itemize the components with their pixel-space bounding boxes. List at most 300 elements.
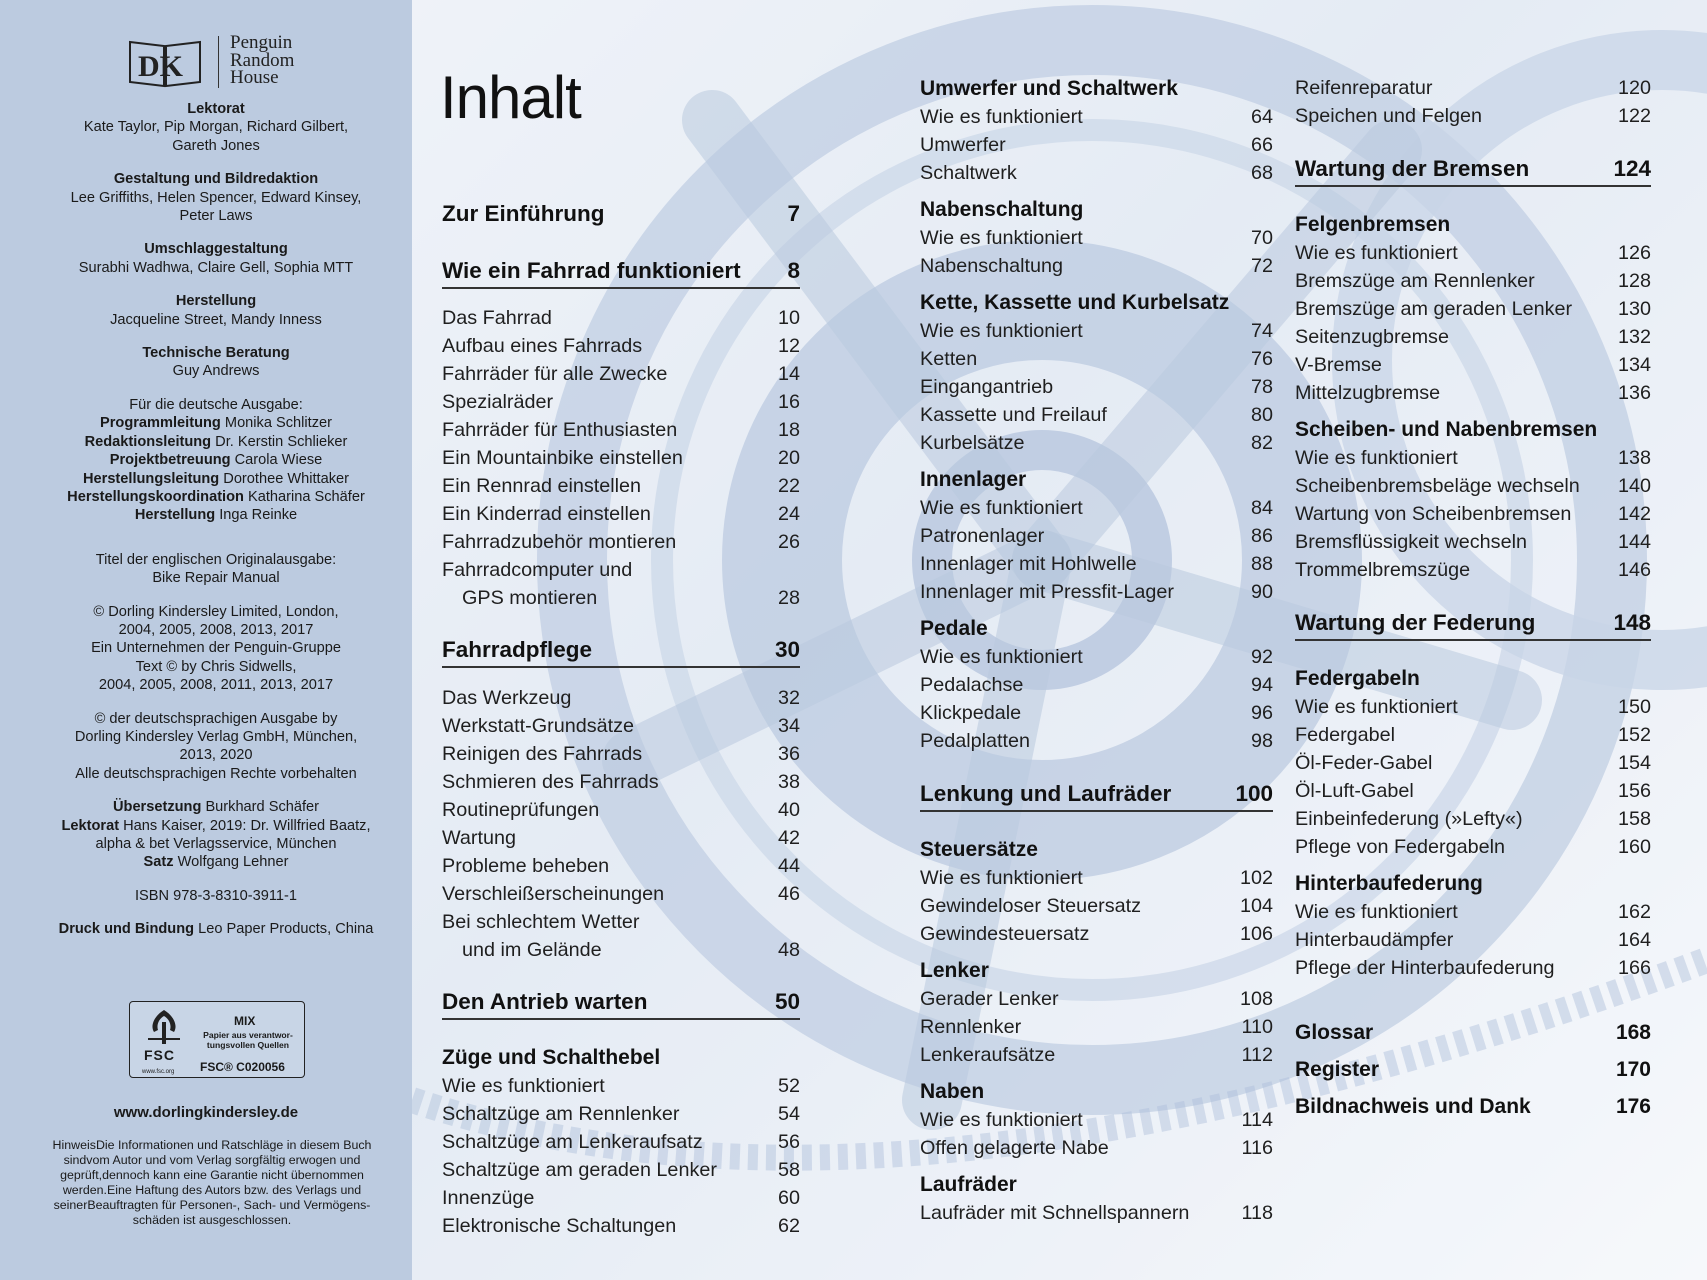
toc-page-number: 72 <box>1250 255 1273 277</box>
toc-entry-title: Wie es funktioniert <box>920 320 1083 342</box>
german-credit-line: Projektbetreuung Carola Wiese <box>109 452 323 469</box>
toc-entry-title: Wie es funktioniert <box>920 106 1083 128</box>
fsc-tree-icon <box>144 1008 184 1046</box>
toc-chapter[interactable] <box>920 781 1273 807</box>
original-title: Titel der englischen Originalausgabe: Bike Repair Manual <box>95 551 337 587</box>
toc-page-number: 114 <box>1241 1109 1273 1131</box>
toc-entry[interactable] <box>1295 75 1651 101</box>
toc-entry-title: Wie es funktioniert <box>920 867 1083 889</box>
chapter-rule <box>1295 639 1651 641</box>
toc-entry-title: Gerader Lenker <box>920 988 1059 1010</box>
toc-page-number: 144 <box>1617 531 1651 553</box>
credit-block: Herstellung Jacqueline Street, Mandy Inness <box>110 293 322 328</box>
toc-entry-title: Ein Rennrad einstellen <box>442 475 642 497</box>
toc-page-number: 68 <box>1250 162 1273 184</box>
toc-entry-title: Federgabel <box>1295 724 1396 746</box>
toc-entry[interactable] <box>1295 750 1651 776</box>
toc-page-number: 84 <box>1250 497 1273 519</box>
toc-entry-title: Schaltwerk <box>920 162 1017 184</box>
toc-entry[interactable] <box>920 551 1273 577</box>
toc-entry-title: Felgenbremsen <box>1295 213 1451 236</box>
toc-entry[interactable] <box>920 672 1273 698</box>
toc-entry[interactable] <box>1295 806 1651 832</box>
toc-page-number: 136 <box>1617 382 1651 404</box>
toc-entry-title: Wartung <box>442 827 517 849</box>
toc-entry-title: Nabenschaltung <box>920 198 1084 221</box>
toc-entry[interactable] <box>442 769 800 795</box>
toc-entry-title: Öl-Feder-Gabel <box>1295 752 1433 774</box>
toc-chapter[interactable] <box>1295 156 1651 182</box>
toc-page-number: 108 <box>1239 988 1273 1010</box>
toc-entry-title: Werkstatt-Grundsätze <box>442 715 635 737</box>
toc-entry[interactable] <box>442 557 800 583</box>
toc-entry-title: Pedalplatten <box>920 730 1030 752</box>
toc-chapter[interactable] <box>1295 610 1651 636</box>
toc-entry-title: Fahrradzubehör montieren <box>442 531 677 553</box>
toc-page-number: 24 <box>777 503 800 525</box>
toc-entry-title: Schaltzüge am Lenkeraufsatz <box>442 1131 703 1153</box>
penguin-random-house-wordmark: Penguin Random House <box>230 32 295 88</box>
imprint-sidebar <box>0 0 412 1280</box>
toc-entry-title: Fahrräder für Enthusiasten <box>442 419 678 441</box>
toc-entry-title: Wie es funktioniert <box>920 497 1083 519</box>
toc-section-heading[interactable] <box>920 290 1273 316</box>
toc-page-number: 102 <box>1239 867 1273 889</box>
toc-entry[interactable] <box>1295 529 1651 555</box>
toc-page-number: 160 <box>1617 836 1651 858</box>
credit-block: Umschlaggestaltung Surabhi Wadhwa, Claire Gell, Sophia MTT <box>78 241 354 276</box>
toc-entry[interactable] <box>442 1213 800 1239</box>
toc-entry-title: Schmieren des Fahrrads <box>442 771 659 793</box>
toc-entry[interactable] <box>1295 927 1651 953</box>
toc-entry-title: Wie es funktioniert <box>1295 696 1458 718</box>
toc-page-number: 156 <box>1617 780 1651 802</box>
toc-entry-title: Aufbau eines Fahrrads <box>442 335 643 357</box>
toc-entry-title: Reifenreparatur <box>1295 77 1433 99</box>
toc-entry-title: Wie es funktioniert <box>920 646 1083 668</box>
german-credit-line: Herstellungskoordination Katharina Schäfer <box>67 488 365 505</box>
toc-entry[interactable] <box>920 318 1273 344</box>
toc-page-number: 80 <box>1250 404 1273 426</box>
toc-entry[interactable] <box>1295 380 1651 406</box>
toc-page-number: 64 <box>1250 106 1273 128</box>
toc-page-number: 122 <box>1617 105 1651 127</box>
toc-entry-title: Umwerfer und Schaltwerk <box>920 77 1178 100</box>
toc-page-number: 36 <box>777 743 800 765</box>
toc-entry-title: Nabenschaltung <box>920 255 1063 277</box>
toc-entry-title: Das Werkzeug <box>442 687 572 709</box>
print-credits: Druck und Bindung Leo Paper Products, China <box>58 921 374 938</box>
toc-page-number: 92 <box>1250 646 1273 668</box>
toc-page-number: 76 <box>1250 348 1273 370</box>
logo-divider <box>218 36 219 88</box>
toc-entry[interactable] <box>442 853 800 879</box>
toc-page-number: 126 <box>1617 242 1651 264</box>
toc-entry[interactable] <box>442 305 800 331</box>
toc-entry[interactable] <box>442 1185 800 1211</box>
toc-page-number: 30 <box>774 637 800 662</box>
toc-entry[interactable] <box>920 1200 1273 1226</box>
toc-section-heading[interactable] <box>1295 666 1651 692</box>
toc-entry-title: Naben <box>920 1080 985 1103</box>
toc-chapter[interactable] <box>442 989 800 1015</box>
toc-page-number: 150 <box>1617 696 1651 718</box>
toc-entry-title: Pedalachse <box>920 674 1024 696</box>
toc-chapter[interactable] <box>442 637 800 663</box>
chapter-rule <box>442 666 800 668</box>
toc-appendix[interactable] <box>1295 1057 1651 1083</box>
toc-entry[interactable] <box>920 1014 1273 1040</box>
toc-page-number: 94 <box>1250 674 1273 696</box>
german-edition-credits: Für die deutsche Ausgabe: Programmleitung Monika Schlitzer Redaktionsleitung Dr. Kerstin Schlieker Projektbetreuung Carola Wiese Herstellungsleitung Dorothee Whittaker Herstellungskoordination Katharina Schäfer Herstellung Inga Reinke <box>16 396 416 525</box>
toc-entry[interactable] <box>1295 778 1651 804</box>
toc-page-number: 98 <box>1250 730 1273 752</box>
toc-page-number: 16 <box>777 391 800 413</box>
toc-page-number: 110 <box>1241 1016 1273 1038</box>
toc-section-heading[interactable] <box>920 1079 1273 1105</box>
toc-entry-title: Wartung der Federung <box>1295 610 1536 635</box>
toc-entry-title: Glossar <box>1295 1021 1374 1044</box>
toc-entry-title: Klickpedale <box>920 702 1022 724</box>
toc-section-heading[interactable] <box>920 467 1273 493</box>
toc-entry[interactable] <box>442 501 800 527</box>
toc-section-heading[interactable] <box>442 1045 800 1071</box>
toc-entry[interactable] <box>920 865 1273 891</box>
toc-entry-title: Spezialräder <box>442 391 554 413</box>
toc-entry-title: Gewindesteuersatz <box>920 923 1090 945</box>
toc-section-heading[interactable] <box>1295 871 1651 897</box>
toc-page-number: 124 <box>1613 156 1651 181</box>
toc-entry[interactable] <box>1295 240 1651 266</box>
toc-entry[interactable] <box>1295 694 1651 720</box>
german-credit-line: Herstellung Inga Reinke <box>134 507 298 524</box>
toc-page-number: 14 <box>777 363 800 385</box>
toc-entry[interactable] <box>920 225 1273 251</box>
toc-entry-title: und im Gelände <box>462 939 602 961</box>
credit-block: Lektorat Kate Taylor, Pip Morgan, Richard Gilbert, Gareth Jones <box>83 101 349 154</box>
toc-section-heading[interactable] <box>920 958 1273 984</box>
toc-section-heading[interactable] <box>920 76 1273 102</box>
toc-section-heading[interactable] <box>920 197 1273 223</box>
toc-appendix[interactable] <box>1295 1094 1651 1120</box>
toc-entry[interactable] <box>442 333 800 359</box>
toc-page-number: 112 <box>1241 1044 1273 1066</box>
toc-entry[interactable] <box>442 909 800 935</box>
toc-page-number: 176 <box>1615 1095 1651 1118</box>
toc-entry-title: Pedale <box>920 617 988 640</box>
toc-entry-title: Fahrradcomputer und <box>442 559 633 581</box>
toc-entry[interactable] <box>920 132 1273 158</box>
toc-entry[interactable] <box>920 402 1273 428</box>
toc-entry-title: Einbeinfederung (»Lefty«) <box>1295 808 1523 830</box>
toc-entry[interactable] <box>442 1157 800 1183</box>
toc-entry[interactable] <box>1295 501 1651 527</box>
toc-entry[interactable] <box>920 253 1273 279</box>
toc-entry-title: Wie es funktioniert <box>920 227 1083 249</box>
toc-entry[interactable] <box>920 644 1273 670</box>
toc-page-number: 96 <box>1250 702 1273 724</box>
toc-page-number: 90 <box>1250 581 1273 603</box>
chapter-rule <box>442 1018 800 1020</box>
toc-entry-title: Probleme beheben <box>442 855 610 877</box>
toc-page-number: 134 <box>1617 354 1651 376</box>
toc-entry-title: Ein Mountainbike einstellen <box>442 447 683 469</box>
toc-entry[interactable] <box>920 1107 1273 1133</box>
toc-entry[interactable] <box>442 713 800 739</box>
toc-page-number: 66 <box>1250 134 1273 156</box>
toc-entry[interactable] <box>1295 352 1651 378</box>
toc-page-number: 10 <box>777 307 800 329</box>
toc-page-number: 38 <box>777 771 800 793</box>
chapter-rule <box>442 287 800 289</box>
copyright-en: © Dorling Kindersley Limited, London, 2004, 2005, 2008, 2013, 2017 Ein Unternehmen der Penguin-Gruppe Text © by Chris Sidwells, 2004, 2005, 2008, 2011, 2013, 2017 <box>91 603 341 694</box>
toc-page-number: 154 <box>1617 752 1651 774</box>
toc-section-heading[interactable] <box>920 837 1273 863</box>
toc-page-number: 28 <box>777 587 800 609</box>
toc-page-number: 54 <box>777 1103 800 1125</box>
toc-page-number: 170 <box>1615 1058 1651 1081</box>
toc-entry-title: Wartung von Scheibenbremsen <box>1295 503 1572 525</box>
toc-entry[interactable] <box>1295 324 1651 350</box>
toc-entry[interactable] <box>920 523 1273 549</box>
toc-page-number: 148 <box>1613 610 1651 635</box>
toc-entry[interactable] <box>442 585 800 611</box>
toc-entry-title: Register <box>1295 1058 1380 1081</box>
toc-entry-title: Offen gelagerte Nabe <box>920 1137 1109 1159</box>
toc-entry-title: Wie es funktioniert <box>1295 901 1458 923</box>
fsc-label: FSC www.fsc.org MIX Papier aus verantwor-tungsvollen Quellen FSC® C020056 <box>129 1001 305 1078</box>
toc-entry[interactable] <box>920 495 1273 521</box>
toc-entry[interactable] <box>442 529 800 555</box>
toc-entry-title: Wie es funktioniert <box>1295 242 1458 264</box>
toc-page-number: 142 <box>1617 503 1651 525</box>
toc-entry-title: Züge und Schalthebel <box>442 1046 661 1069</box>
page-title: Inhalt <box>440 64 581 131</box>
toc-entry-title: Reinigen des Fahrrads <box>442 743 643 765</box>
toc-entry-title: Scheiben- und Nabenbremsen <box>1295 418 1598 441</box>
toc-entry-title: Kette, Kassette und Kurbelsatz <box>920 291 1230 314</box>
toc-entry-title: Laufräder mit Schnellspannern <box>920 1202 1190 1224</box>
toc-entry[interactable] <box>920 160 1273 186</box>
german-credit-line: Herstellungsleitung Dorothee Whittaker <box>82 470 350 487</box>
toc-entry[interactable] <box>442 445 800 471</box>
toc-entry-title: Verschleißerscheinungen <box>442 883 665 905</box>
toc-entry-title: Innenlager <box>920 468 1027 491</box>
toc-entry-title: Bremsflüssigkeit wechseln <box>1295 531 1527 553</box>
toc-section-heading[interactable] <box>920 1172 1273 1198</box>
toc-page-number: 62 <box>777 1215 800 1237</box>
toc-page-number: 70 <box>1250 227 1273 249</box>
toc-entry[interactable] <box>1295 557 1651 583</box>
copyright-de: © der deutschsprachigen Ausgabe by Dorling Kindersley Verlag GmbH, München, 2013, 2020 Alle deutschsprachigen Rechte vorbehalten <box>74 710 358 782</box>
toc-page-number: 100 <box>1235 781 1273 806</box>
toc-entry-title: Zur Einführung <box>442 201 605 226</box>
toc-entry[interactable] <box>442 825 800 851</box>
credit-block: Technische Beratung Guy Andrews <box>142 345 290 380</box>
toc-appendix[interactable] <box>1295 1020 1651 1046</box>
toc-entry[interactable] <box>1295 834 1651 860</box>
toc-page-number: 166 <box>1617 957 1651 979</box>
toc-entry-title: Den Antrieb warten <box>442 989 648 1014</box>
toc-entry[interactable] <box>1295 268 1651 294</box>
toc-page-number: 26 <box>777 531 800 553</box>
toc-entry[interactable] <box>442 685 800 711</box>
toc-page-number: 74 <box>1250 320 1273 342</box>
toc-entry-title: Ketten <box>920 348 978 370</box>
toc-entry[interactable] <box>442 473 800 499</box>
toc-entry[interactable] <box>1295 955 1651 981</box>
toc-entry[interactable] <box>920 579 1273 605</box>
toc-entry-title: Hinterbaufederung <box>1295 872 1483 895</box>
toc-page-number: 20 <box>777 447 800 469</box>
toc-entry[interactable] <box>1295 899 1651 925</box>
website-link[interactable]: www.dorlingkindersley.de <box>113 1104 299 1121</box>
toc-entry-title: Gewindeloser Steuersatz <box>920 895 1142 917</box>
toc-entry[interactable] <box>920 921 1273 947</box>
toc-section-heading[interactable] <box>1295 212 1651 238</box>
toc-entry-title: Innenlager mit Pressfit-Lager <box>920 581 1174 603</box>
toc-entry[interactable] <box>1295 445 1651 471</box>
toc-entry[interactable] <box>920 986 1273 1012</box>
toc-section-heading[interactable] <box>1295 417 1651 443</box>
toc-entry-title: Speichen und Felgen <box>1295 105 1482 127</box>
toc-page-number: 50 <box>774 989 800 1014</box>
toc-page-number: 164 <box>1617 929 1651 951</box>
toc-entry-title: Lenkeraufsätze <box>920 1044 1056 1066</box>
toc-page-number: 168 <box>1615 1021 1651 1044</box>
toc-page-number: 130 <box>1617 298 1651 320</box>
toc-entry[interactable] <box>920 728 1273 754</box>
toc-entry-title: Bremszüge am Rennlenker <box>1295 270 1535 292</box>
chapter-rule <box>920 810 1273 812</box>
toc-page-number: 58 <box>777 1159 800 1181</box>
table-of-contents-page <box>412 0 1707 1280</box>
toc-entry[interactable] <box>442 361 800 387</box>
toc-entry-title: Öl-Luft-Gabel <box>1295 780 1414 802</box>
toc-entry[interactable] <box>1295 722 1651 748</box>
toc-page-number: 56 <box>777 1131 800 1153</box>
toc-page-number: 146 <box>1617 559 1651 581</box>
toc-page-number: 32 <box>777 687 800 709</box>
toc-entry[interactable] <box>920 893 1273 919</box>
translation-credits: Übersetzung Burkhard Schäfer Lektorat Hans Kaiser, 2019: Dr. Willfried Baatz, alpha & bet Verlagsservice, München Satz Wolfgang Lehner <box>61 799 371 871</box>
toc-page-number: 78 <box>1250 376 1273 398</box>
publisher-logo <box>128 34 328 90</box>
credit-block: Gestaltung und Bildredaktion Lee Griffiths, Helen Spencer, Edward Kinsey, Peter Laws <box>70 171 362 225</box>
toc-page-number: 162 <box>1617 901 1651 923</box>
toc-entry[interactable] <box>442 937 800 963</box>
toc-entry[interactable] <box>920 430 1273 456</box>
toc-page-number: 88 <box>1250 553 1273 575</box>
toc-page-number: 8 <box>787 258 800 283</box>
toc-entry-title: Elektronische Schaltungen <box>442 1215 677 1237</box>
toc-entry-title: Kurbelsätze <box>920 432 1025 454</box>
toc-entry[interactable] <box>1295 103 1651 129</box>
disclaimer-note: HinweisDie Informationen und Ratschläge in diesem Buch sindvom Autor und vom Verlag sorgfältig erwogen und geprüft,dennoch kann eine Garantie nicht übernommen werden.Eine Haftung des Autors bzw. des Verlags und seinerBeauftragten für Personen-, Sach- und Vermögens-schäden ist ausgeschlossen. <box>52 1138 372 1227</box>
toc-chapter[interactable] <box>442 201 800 227</box>
toc-entry[interactable] <box>442 389 800 415</box>
toc-entry[interactable] <box>442 881 800 907</box>
dk-book-logo-icon <box>128 38 202 88</box>
toc-section-heading[interactable] <box>920 616 1273 642</box>
toc-page-number: 128 <box>1617 270 1651 292</box>
toc-entry-title: Wie ein Fahrrad funktioniert <box>442 258 741 283</box>
toc-entry-title: Hinterbaudämpfer <box>1295 929 1454 951</box>
chapter-rule <box>1295 185 1651 187</box>
toc-entry-title: Das Fahrrad <box>442 307 552 329</box>
toc-entry[interactable] <box>442 417 800 443</box>
toc-entry[interactable] <box>920 1135 1273 1161</box>
toc-entry[interactable] <box>442 1073 800 1099</box>
toc-entry-title: Lenkung und Laufräder <box>920 781 1172 806</box>
toc-entry-title: Pflege der Hinterbaufederung <box>1295 957 1555 979</box>
toc-entry-title: Fahrradpflege <box>442 637 593 662</box>
toc-entry-title: Rennlenker <box>920 1016 1022 1038</box>
toc-page-number: 116 <box>1241 1137 1273 1159</box>
toc-page-number: 132 <box>1617 326 1651 348</box>
toc-entry-title: Patronenlager <box>920 525 1045 547</box>
toc-entry-title: Steuersätze <box>920 838 1038 861</box>
toc-entry-title: Kassette und Freilauf <box>920 404 1107 426</box>
isbn: ISBN 978-3-8310-3911-1 <box>135 887 297 904</box>
toc-entry[interactable] <box>920 346 1273 372</box>
toc-entry-title: Seitenzugbremse <box>1295 326 1449 348</box>
toc-entry-title: Lenker <box>920 959 989 982</box>
toc-page-number: 106 <box>1239 923 1273 945</box>
toc-entry-title: Routineprüfungen <box>442 799 600 821</box>
toc-page-number: 48 <box>777 939 800 961</box>
toc-entry-title: Trommelbremszüge <box>1295 559 1471 581</box>
toc-entry-title: Schaltzüge am geraden Lenker <box>442 1159 717 1181</box>
toc-chapter[interactable] <box>442 258 800 284</box>
toc-entry[interactable] <box>920 700 1273 726</box>
toc-page-number: 22 <box>777 475 800 497</box>
toc-entry[interactable] <box>1295 296 1651 322</box>
toc-entry-title: Innenlager mit Hohlwelle <box>920 553 1137 575</box>
toc-entry[interactable] <box>1295 473 1651 499</box>
toc-page-number: 40 <box>777 799 800 821</box>
toc-entry[interactable] <box>442 1101 800 1127</box>
toc-entry-title: Wie es funktioniert <box>1295 447 1458 469</box>
toc-page-number: 118 <box>1241 1202 1273 1224</box>
toc-entry-title: Scheibenbremsbeläge wechseln <box>1295 475 1580 497</box>
toc-page-number: 60 <box>777 1187 800 1209</box>
toc-entry-title: V-Bremse <box>1295 354 1382 376</box>
toc-entry[interactable] <box>442 741 800 767</box>
toc-entry-title: Laufräder <box>920 1173 1017 1196</box>
toc-page-number: 140 <box>1617 475 1651 497</box>
toc-entry[interactable] <box>920 374 1273 400</box>
toc-page-number: 34 <box>777 715 800 737</box>
toc-entry-title: Bremszüge am geraden Lenker <box>1295 298 1573 320</box>
toc-entry-title: Pflege von Federgabeln <box>1295 836 1506 858</box>
toc-entry[interactable] <box>442 797 800 823</box>
toc-entry[interactable] <box>442 1129 800 1155</box>
toc-page-number: 104 <box>1239 895 1273 917</box>
toc-entry[interactable] <box>920 1042 1273 1068</box>
german-credit-line: Programmleitung Monika Schlitzer <box>100 415 332 432</box>
toc-entry-title: Fahrräder für alle Zwecke <box>442 363 668 385</box>
toc-page-number: 52 <box>777 1075 800 1097</box>
svg-text:DK: DK <box>138 50 183 83</box>
toc-page-number: 12 <box>777 335 800 357</box>
toc-page-number: 46 <box>777 883 800 905</box>
toc-entry[interactable] <box>920 104 1273 130</box>
toc-entry-title: Umwerfer <box>920 134 1006 156</box>
credits <box>16 100 416 954</box>
toc-entry-title: GPS montieren <box>462 587 598 609</box>
toc-entry-title: Eingangantrieb <box>920 376 1054 398</box>
